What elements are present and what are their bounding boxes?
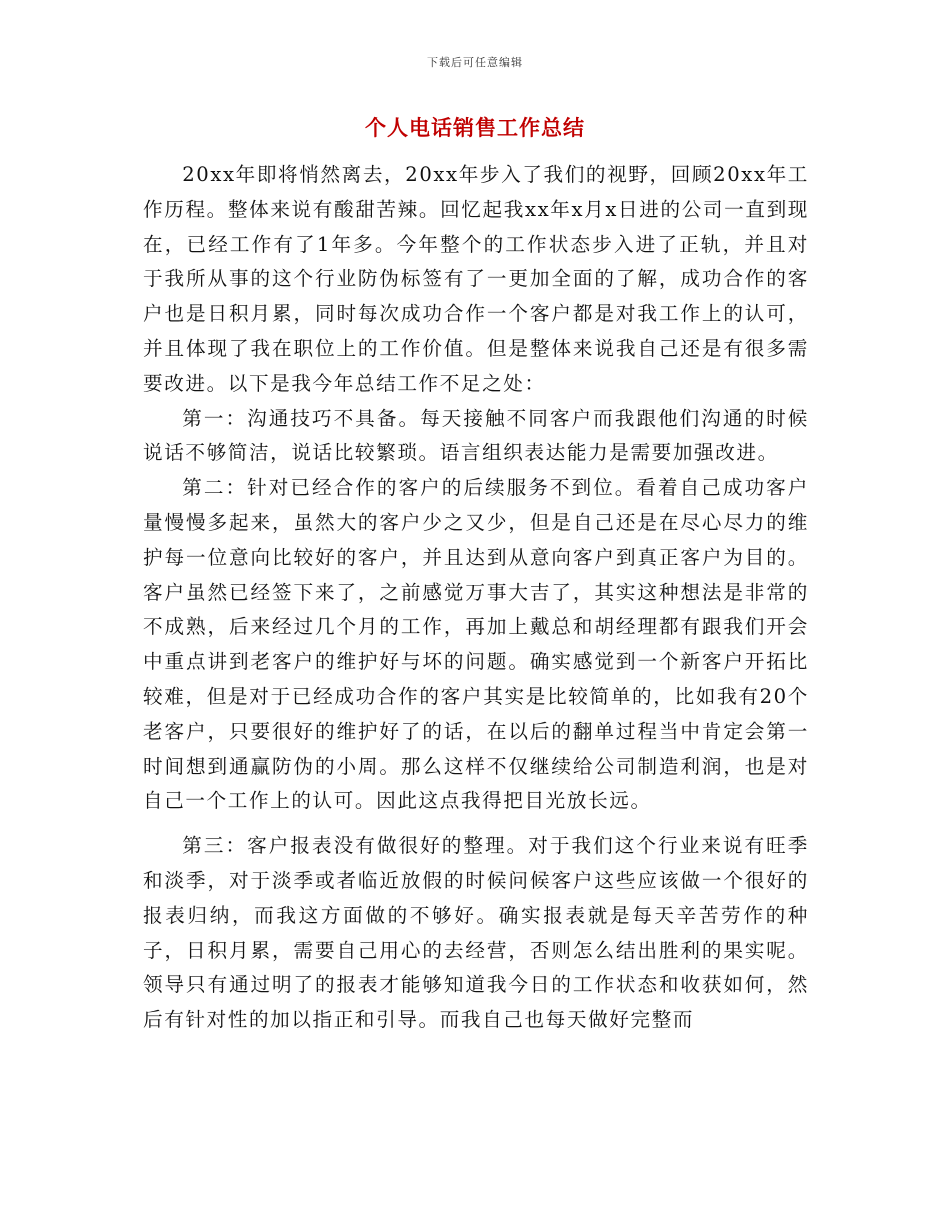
document-title: 个人电话销售工作总结	[365, 115, 585, 140]
paragraph-intro: 20xx年即将悄然离去，20xx年步入了我们的视野，回顾20xx年工作历程。整体来说有酸甜苦辣。回忆起我xx年x月x日进的公司一直到现在，已经工作有了1年多。今年整个的工作状态步入进了正轨，并且对于我所从事的这个行业防伪标签有了一更加全面的了解，成功合作的客户也是日积月累，同时每次成功合作一个客户都是对我工作上的认可，并且体现了我在职位上的工作价值。但是整体来说我自己还是有很多需要改进。以下是我今年总结工作不足之处：	[143, 163, 809, 395]
document-body	[143, 158, 809, 1038]
paragraph-point-one: 第一：沟通技巧不具备。每天接触不同客户而我跟他们沟通的时候说话不够简洁，说话比较繁琐。语言组织表达能力是需要加强改进。	[143, 406, 809, 465]
paragraph-point-two: 第二：针对已经合作的客户的后续服务不到位。看着自己成功客户量慢慢多起来，虽然大的客户少之又少，但是自己还是在尽心尽力的维护每一位意向比较好的客户，并且达到从意向客户到真正客户为目的。客户虽然已经签下来了，之前感觉万事大吉了，其实这种想法是非常的不成熟，后来经过几个月的工作，再加上戴总和胡经理都有跟我们开会中重点讲到老客户的维护好与坏的问题。确实感觉到一个新客户开拓比较难，但是对于已经成功合作的客户其实是比较简单的，比如我有20个老客户，只要很好的维护好了的话，在以后的翻单过程当中肯定会第一时间想到通赢防伪的小周。那么这样不仅继续给公司制造利润，也是对自己一个工作上的认可。因此这点我得把目光放长远。	[143, 476, 809, 813]
paragraph-point-three: 第三：客户报表没有做很好的整理。对于我们这个行业来说有旺季和淡季，对于淡季或者临近放假的时候问候客户这些应该做一个很好的报表归纳，而我这方面做的不够好。确实报表就是每天辛苦劳作的种子，日积月累，需要自己用心的去经营，否则怎么结出胜利的果实呢。领导只有通过明了的报表才能够知道我今日的工作状态和收获如何，然后有针对性的加以指正和引导。而我自己也每天做好完整而	[143, 834, 809, 1032]
header-note: 下载后可任意编辑	[427, 56, 523, 69]
